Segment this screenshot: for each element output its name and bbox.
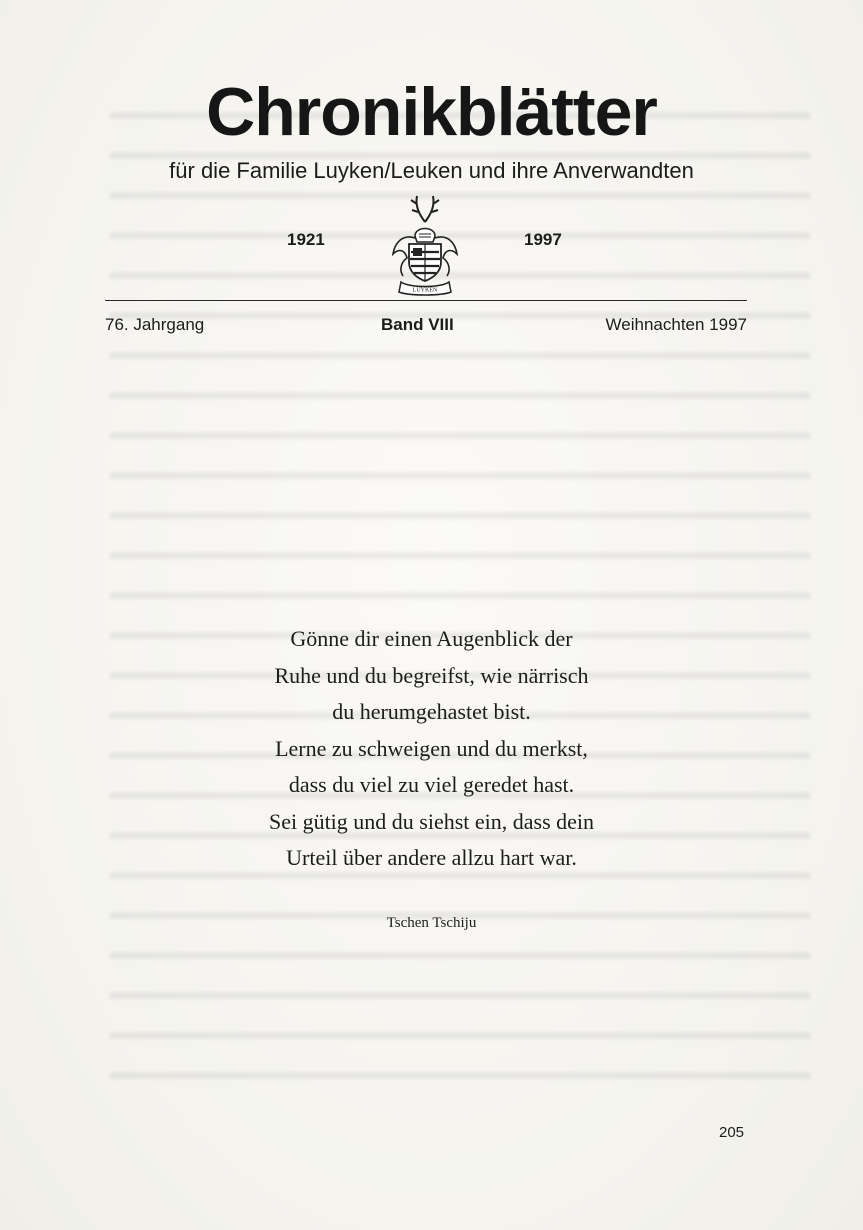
poem-line: Lerne zu schweigen und du merkst,	[275, 735, 588, 761]
poem-line: dass du viel zu viel geredet hast.	[288, 772, 575, 797]
poem-block	[0, 621, 863, 877]
band-label: Band VIII	[381, 315, 454, 334]
publication-title: Chronikblätter	[206, 74, 657, 150]
current-year: 1997	[524, 230, 562, 249]
poem-author: Tschen Tschiju	[386, 915, 477, 931]
poem-line: Urteil über andere allzu hart war.	[286, 845, 577, 870]
family-crest-icon	[385, 192, 465, 296]
poem-line: Ruhe und du begreifst, wie närrisch	[274, 662, 589, 688]
poem-line: Sei gütig und du siehst ein, dass dein	[268, 808, 595, 834]
founding-year: 1921	[287, 230, 325, 249]
crest-banner-text: LUYKEN	[412, 287, 438, 294]
volume-year: 76. Jahrgang	[105, 315, 205, 334]
poem-line: du herumgehastet bist.	[332, 699, 531, 724]
header-divider	[105, 300, 747, 301]
publication-subtitle: für die Familie Luyken/Leuken und ihre Anverwandten	[169, 158, 694, 183]
issue-label: Weihnachten 1997	[605, 315, 747, 334]
poem-line: Gönne dir einen Augenblick der	[290, 626, 573, 651]
page-number: 205	[719, 1124, 745, 1141]
